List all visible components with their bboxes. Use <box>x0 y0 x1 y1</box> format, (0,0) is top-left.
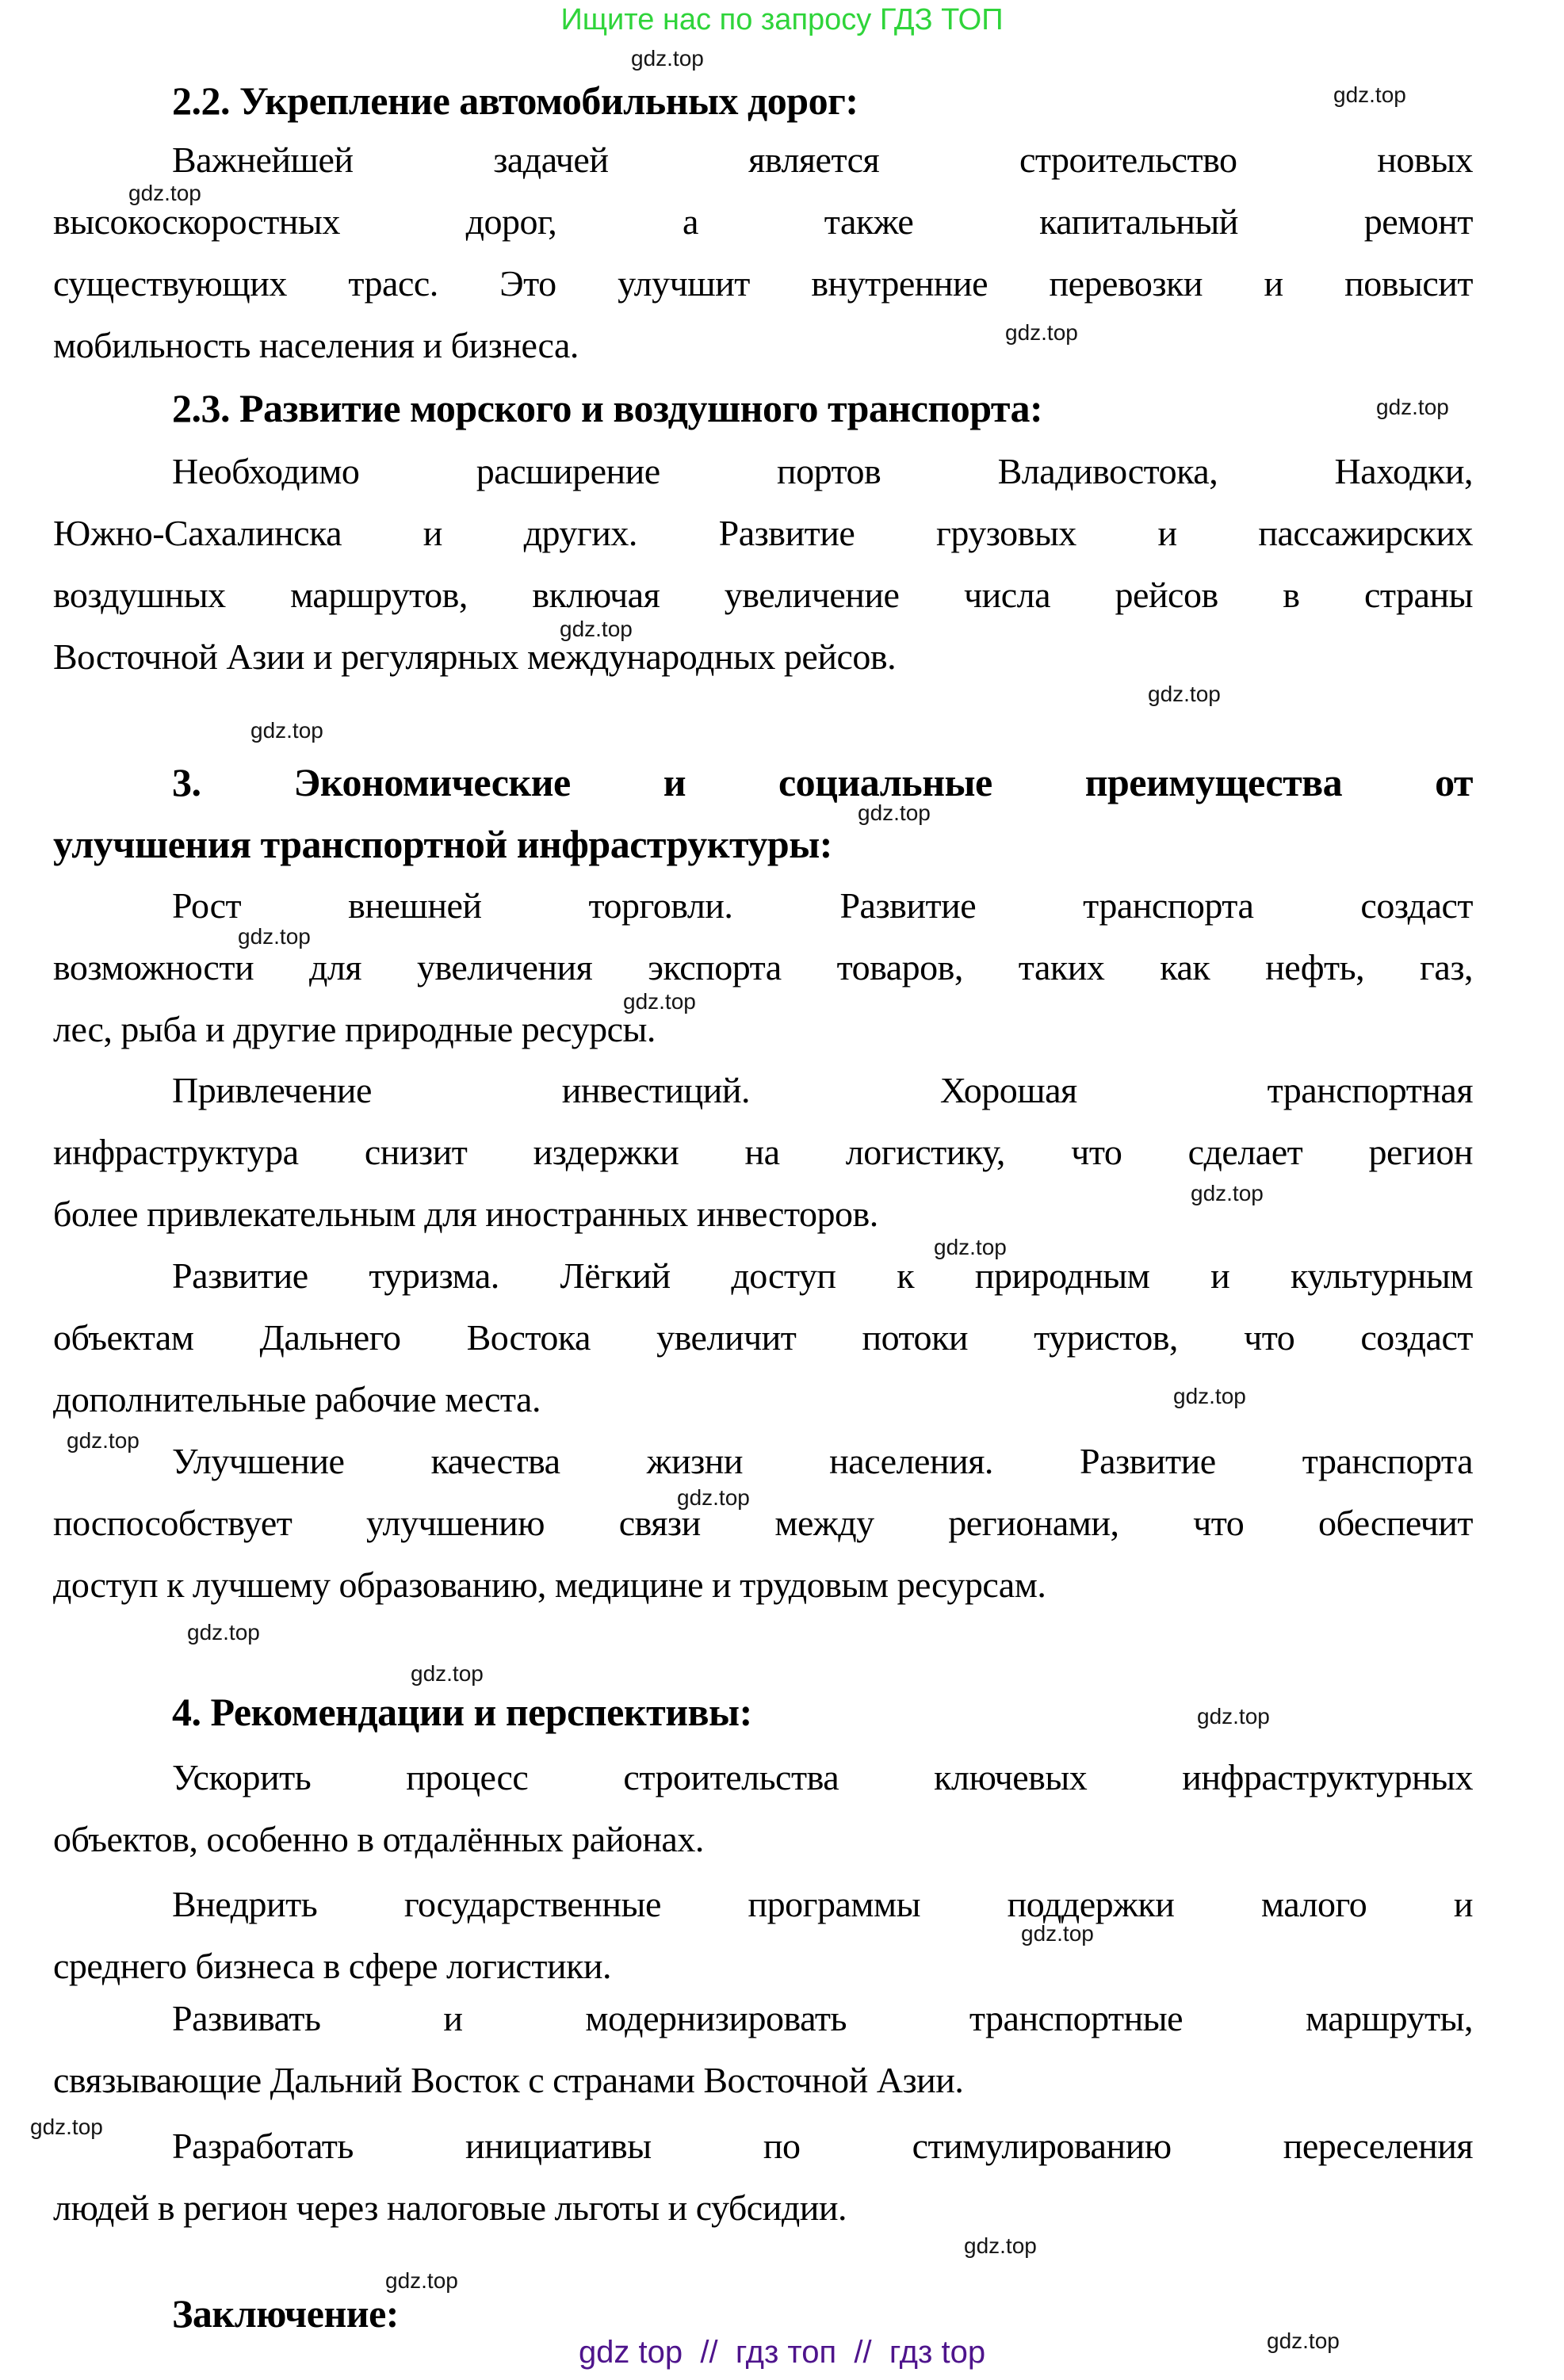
text-line: поспособствует улучшению связи между регионами, что обеспечит <box>53 1503 1473 1543</box>
para-programs <box>53 1874 1473 1997</box>
gdz-watermark: gdz.top <box>30 2114 103 2139</box>
footer-links: gdz top // гдз топ // гдз top <box>578 2335 986 2370</box>
text-line: возможности для увеличения экспорта товаров, таких как нефть, газ, <box>53 947 1473 988</box>
gdz-watermark: gdz.top <box>250 718 323 743</box>
text-line: Улучшение качества жизни населения. Развитие транспорта <box>172 1441 1473 1481</box>
para-sea-air <box>53 441 1473 688</box>
gdz-watermark: gdz.top <box>128 181 201 205</box>
text-line: среднего бизнеса в сфере логистики. <box>53 1946 612 1986</box>
gdz-watermark: gdz.top <box>560 617 633 641</box>
promo-banner-text: Ищите нас по запросу ГДЗ ТОП <box>560 3 1004 36</box>
gdz-watermark: gdz.top <box>1191 1181 1264 1205</box>
para-relocation <box>53 2115 1473 2239</box>
text-line: Заключение: <box>172 2291 399 2336</box>
gdz-watermark: gdz.top <box>1148 682 1221 706</box>
gdz-watermark: gdz.top <box>631 46 704 71</box>
text-line: Внедрить государственные программы поддержки малого и <box>172 1884 1473 1924</box>
text-line: Разработать инициативы по стимулированию переселения <box>172 2126 1473 2166</box>
para-routes <box>53 1988 1473 2111</box>
para-trade <box>53 875 1473 1060</box>
text-line: существующих трасс. Это улучшит внутренние перевозки и повысит <box>53 263 1473 304</box>
heading-2-3 <box>53 377 1473 439</box>
text-line: 4. Рекомендации и перспективы: <box>172 1690 752 1734</box>
text-line: Ускорить процесс строительства ключевых инфраструктурных <box>172 1757 1473 1797</box>
gdz-watermark: gdz.top <box>1267 2328 1340 2353</box>
para-tourism <box>53 1245 1473 1431</box>
gdz-watermark: gdz.top <box>187 1620 260 1645</box>
text-line: Развитие туризма. Лёгкий доступ к природным и культурным <box>172 1255 1473 1296</box>
text-line: инфраструктура снизит издержки на логистику, что сделает регион <box>53 1132 1473 1172</box>
text-line: Необходимо расширение портов Владивостока, Находки, <box>172 451 1473 491</box>
gdz-watermark: gdz.top <box>1173 1384 1246 1408</box>
text-line: Рост внешней торговли. Развитие транспорта создаст <box>172 885 1473 926</box>
para-life-quality <box>53 1431 1473 1616</box>
heading-2-2 <box>53 70 1473 132</box>
text-line: Южно-Сахалинска и других. Развитие грузовых и пассажирских <box>53 513 1473 553</box>
gdz-watermark: gdz.top <box>1005 320 1078 345</box>
text-line: воздушных маршрутов, включая увеличение числа рейсов в страны <box>53 575 1473 615</box>
text-line: связывающие Дальний Восток с странами Восточной Азии. <box>53 2060 964 2100</box>
text-line: высокоскоростных дорог, а также капитальный ремонт <box>53 201 1473 242</box>
para-roads <box>53 129 1473 376</box>
para-construction <box>53 1747 1473 1870</box>
para-invest <box>53 1060 1473 1245</box>
text-line: доступ к лучшему образованию, медицине и трудовым ресурсам. <box>53 1564 1046 1605</box>
text-line: лес, рыба и другие природные ресурсы. <box>53 1009 656 1049</box>
gdz-watermark: gdz.top <box>623 989 696 1014</box>
text-line: Развивать и модернизировать транспортные маршруты, <box>172 1998 1473 2038</box>
gdz-watermark: gdz.top <box>677 1485 750 1510</box>
text-line: дополнительные рабочие места. <box>53 1379 541 1419</box>
text-line: Восточной Азии и регулярных международных рейсов. <box>53 636 897 677</box>
text-line: 2.3. Развитие морского и воздушного транспорта: <box>172 386 1043 430</box>
gdz-watermark: gdz.top <box>411 1661 484 1686</box>
heading-3 <box>53 751 1473 875</box>
gdz-watermark: gdz.top <box>1376 395 1449 419</box>
text-line: Важнейшей задачей является строительство новых <box>172 139 1473 180</box>
gdz-watermark: gdz.top <box>1197 1704 1270 1729</box>
gdz-watermark: gdz.top <box>385 2268 458 2293</box>
text-line: улучшения транспортной инфраструктуры: <box>53 822 832 866</box>
text-line: 3. Экономические и социальные преимущества от <box>172 760 1473 804</box>
gdz-watermark: gdz.top <box>964 2233 1037 2258</box>
gdz-watermark: gdz.top <box>67 1428 140 1453</box>
text-line: объектам Дальнего Востока увеличит потоки туристов, что создаст <box>53 1317 1473 1358</box>
text-line: людей в регион через налоговые льготы и субсидии. <box>53 2187 847 2228</box>
text-line: мобильность населения и бизнеса. <box>53 325 579 365</box>
gdz-watermark: gdz.top <box>238 924 311 949</box>
text-line: объектов, особенно в отдалённых районах. <box>53 1819 704 1859</box>
gdz-watermark: gdz.top <box>934 1235 1007 1259</box>
gdz-watermark: gdz.top <box>1021 1921 1094 1946</box>
text-line: Привлечение инвестиций. Хорошая транспортная <box>172 1070 1473 1110</box>
text-line: 2.2. Укрепление автомобильных дорог: <box>172 78 858 123</box>
gdz-watermark: gdz.top <box>858 800 931 825</box>
gdz-watermark: gdz.top <box>1333 82 1406 107</box>
text-line: более привлекательным для иностранных инвесторов. <box>53 1194 878 1234</box>
